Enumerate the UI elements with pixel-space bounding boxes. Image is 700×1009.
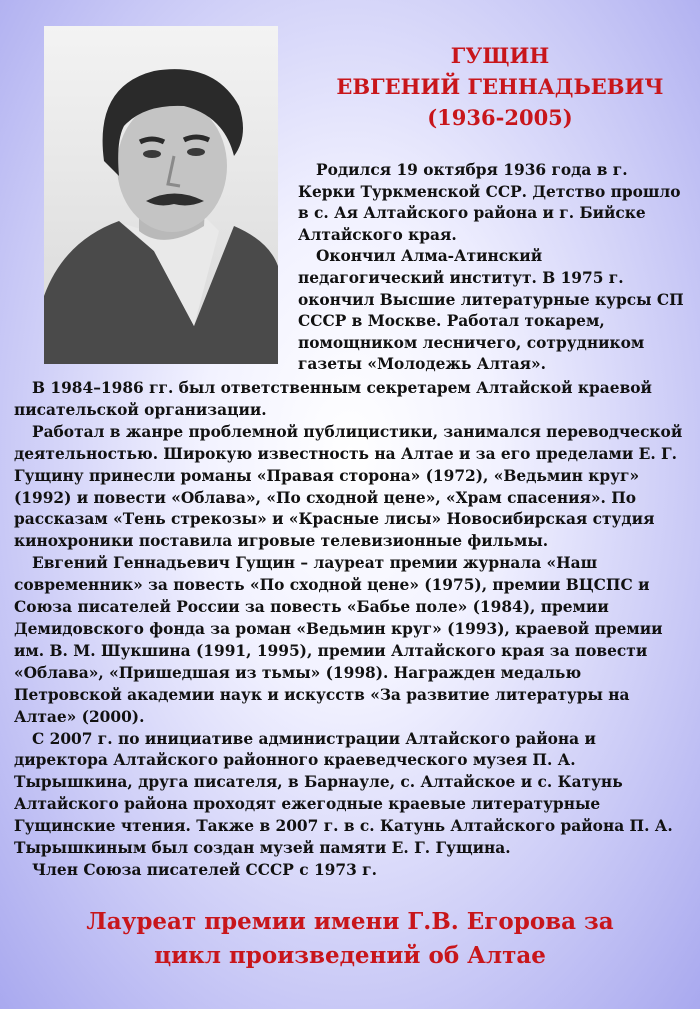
surname: ГУЩИН [450,43,550,68]
award-line: цикл произведений об Алтае [154,942,546,969]
bio-paragraph: Евгений Геннадьевич Гущин – лауреат премии журнала «Наш современник» за повесть «По сходной цене» (1975), премии ВЦСПС и Союза писателей России за повесть «Бабье поле» (1984), премии Демидовского фонда за роман «Ведьмин круг» (1993), краевой премии им. В. М. Шукшина (1991, 1995), премии Алтайского края за повести «Облава», «Пришедшая из тьмы» (1998). Награжден медалью Петровской академии наук и искусств «За развитие литературы на Алтае» (2000). [14,554,663,726]
bio-paragraph: Член Союза писателей СССР с 1973 г. [32,860,377,879]
bio-paragraph: Работал в жанре проблемной публицистики, занимался переводческой деятельностью. Широкую известность на Алтае и за его пределами Е. Г. Гущину принесли романы «Правая сторона» (1972), «Ведьмин круг» (1992) и повести «Облава», «По сходной цене», «Храм спасения». По рассказам «Тень стрекозы» и «Красные лисы» Новосибирская студия кинохроники поставила игровые телевизионные фильмы. [14,422,683,551]
bio-paragraph: В 1984–1986 гг. был ответственным секретарем Алтайской краевой писательской организации. [14,379,652,419]
bio-paragraph: С 2007 г. по инициативе администрации Алтайского района и директора Алтайского районного краеведческого музея П. А. Тырышкина, друга писателя, в Барнауле, с. Алтайское и с. Катунь Алтайского района проходят ежегодные краевые литературные Гущинские чтения. Также в 2007 г. в с. Катунь Алтайского района П. А. Тырышкиным был создан музей памяти Е. Г. Гущина. [14,729,673,858]
portrait-illustration [44,26,278,364]
award-line: Лауреат премии имени Г.В. Егорова за [86,908,614,935]
full-name: ЕВГЕНИЙ ГЕННАДЬЕВИЧ [336,74,664,99]
bio-paragraph: Окончил Алма-Атинский педагогический институт. В 1975 г. окончил Высшие литературные курсы СП СССР в Москве. Работал токарем, помощником лесничего, сотрудником газеты «Молодежь Алтая». [298,247,684,374]
header [300,40,700,133]
portrait-photo [44,26,278,364]
bio-top [298,160,690,376]
bio-main [14,378,690,882]
life-years: (1936-2005) [427,105,573,130]
award-footer [0,905,700,973]
bio-paragraph: Родился 19 октября 1936 года в г. Керки Туркменской ССР. Детство прошло в с. Ая Алтайского района и г. Бийске Алтайского края. [298,161,681,244]
